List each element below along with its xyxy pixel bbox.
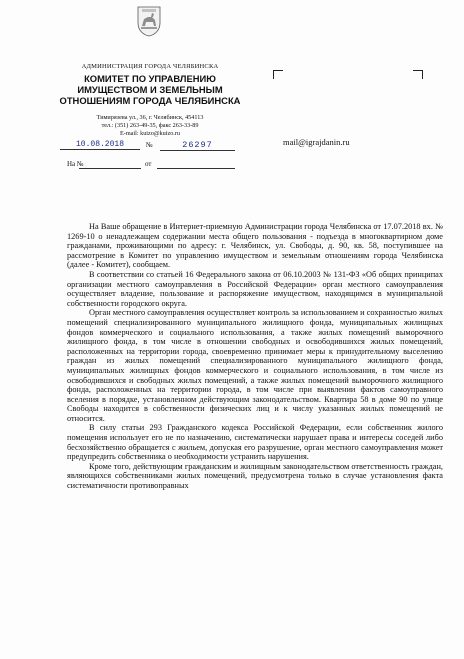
body-paragraph: Орган местного самоуправления осуществляет контроль за использованием и сохранностью жилых помещений специализированного муниципального жилищного фонда, муниципальных жилищных фондов коммерческого и социального использования, а также жилых помещений выморочного жилищного фонда, в том числе в отношении свободных и освободившихся жилых помещений, расположенных на территории города, своевременно принимает меры к принудительному выселению граждан из жилых помещений специализированного муниципального жилищного фонда, муниципальных жилищных фондов коммерческого и социального использования, в том числе из освободившихся и свободных жилых помещений, а также жилых помещений выморочного жилищного фонда, расположенных на территории города, в том числе при выявлении фактов самоуправного вселения в порядке, установленном действующим законодательством. Квартира 58 в доме 90 по улице Свободы находится в собственности физических лиц и к числу указанных жилых помещений не относится. (67, 308, 443, 423)
reference-date-label: от (145, 160, 152, 168)
reference-number-blank (79, 168, 141, 169)
address-line: E-mail: kuizo@kuizo.ru (120, 130, 180, 137)
address-corner-mark (422, 70, 423, 79)
org-line: КОМИТЕТ ПО УПРАВЛЕНИЮ (84, 73, 216, 84)
registration-number-label: № (146, 141, 153, 149)
reference-number-label: На № (67, 160, 84, 168)
organization-address (70, 114, 230, 138)
body-paragraph: В соответствии со статьей 16 Федерального закона от 06.10.2003 № 131-ФЗ «Об общих принципах организации местного самоуправления в Российской Федерации» орган местного самоуправления осуществляет владение, пользование и распоряжение имуществом, находящимся в муниципальной собственности городского округа. (67, 269, 443, 308)
reference-line (67, 160, 247, 170)
registration-number: 26297 (160, 140, 235, 151)
address-corner-mark (273, 70, 274, 79)
address-line: Тимирязева ул., 36, г. Челябинск, 454113 (96, 114, 204, 121)
coat-of-arms-icon (136, 5, 162, 37)
department-name: АДМИНИСТРАЦИЯ ГОРОДА ЧЕЛЯБИНСКА (81, 63, 219, 70)
registration-date: 10.08.2018 (60, 140, 140, 150)
letter-body (67, 222, 443, 491)
address-corner-mark (273, 70, 283, 71)
body-paragraph: Кроме того, действующим гражданским и жилищным законодательством ответственность граждан, являющихся собственниками жилых помещений, предусмотрена только в случае установления факта систематичности противоправных (67, 461, 443, 491)
organization-name (56, 73, 244, 106)
org-line: ИМУЩЕСТВОМ И ЗЕМЕЛЬНЫМ (77, 84, 223, 95)
registration-stamp (60, 140, 240, 152)
body-paragraph: В силу статьи 293 Гражданского кодекса Российской Федерации, если собственник жилого помещения использует его не по назначению, систематически нарушает права и интересы соседей либо бесхозяйственно обращается с жильем, допуская его разрушение, орган местного самоуправления может предупредить собственника о необходимости устранить нарушения. (67, 423, 443, 462)
address-line: тел.: (351) 263-49-35, факс 263-33-89 (101, 122, 199, 129)
body-paragraph: На Ваше обращение в Интернет-приемную Администрации города Челябинска от 17.07.2018 вх. № 1269-10 о ненадлежащем содержании места общего пользования - подъезда в многоквартирном доме гражданами, проживающими по адресу: г. Челябинск, ул. Свободы, д. 90, кв. 58, поступившее на рассмотрение в Комитет по управлению имуществом и земельным отношениям города Челябинска (далее - Комитет), сообщаем. (67, 222, 443, 270)
reference-date-blank (157, 168, 235, 169)
recipient-email: mail@igrajdanin.ru (283, 137, 350, 147)
org-line: ОТНОШЕНИЯМ ГОРОДА ЧЕЛЯБИНСКА (59, 95, 241, 106)
